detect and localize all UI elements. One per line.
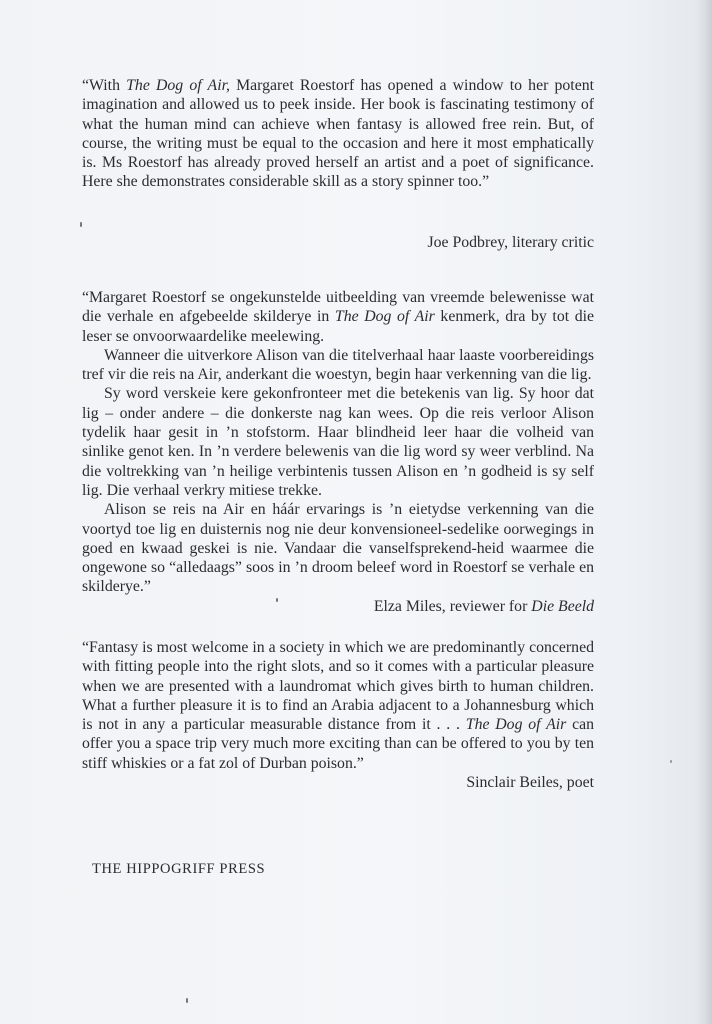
paper-speck	[670, 760, 672, 763]
paper-speck	[80, 222, 82, 227]
publisher-name: THE HIPPOGRIFF PRESS	[92, 861, 266, 877]
quote-miles	[82, 288, 594, 616]
quote-miles-paragraph-1	[82, 288, 594, 346]
quote-text-segment: “Fantasy is most welcome in a society in which we are predominantly concerned with fitting people into the right slots, and so it comes with a particular pleasure when we are presented with a laundromat which gives birth to human children. What a further pleasure it is to find an Arabia adjacent to a Johannesburg which is not in any a particular measurable distance from it . . .	[82, 639, 594, 734]
quote-text-segment: “Margaret Roestorf se ongekunstelde uitbeelding van vreemde belewenisse wat die verhale en afgebeelde skilderye in	[82, 289, 594, 326]
quote-text-segment: kenmerk, dra by tot die leser se onvoorwaardelike meelewing.	[82, 308, 595, 345]
publication-title-italic: Die Beeld	[531, 597, 594, 615]
book-title-italic: The Dog of Air	[334, 308, 435, 326]
quote-beiles-text	[82, 638, 594, 773]
book-title-italic: The Dog of Air,	[126, 77, 230, 94]
quote-miles-paragraph-4: Alison se reis na Air en háár ervarings is ’n eietydse verkenning van die voortyd toe lig en duisternis nog nie deur konvensioneel-sedelike oorwegings in goed en kwaad geskei is nie. Vandaar die vanselfsprekend-heid waarmee die ongewone so “alledaags” soos in ’n droom beleef word in Roestorf se verhale en skilderye.”	[82, 501, 594, 596]
quote-text-segment: “With	[82, 77, 127, 94]
attribution-beiles: Sinclair Beiles, poet	[466, 774, 594, 792]
quote-text-segment: Margaret Roestorf has opened a window to her potent imagination and allowed us to peek inside. Her book is fascinating testimony of what the human mind can achieve when fantasy is allowed free rein. But, of course, the writing must be equal to the occasion and here it most emphatically is. Ms Roestorf has already proved herself an artist and a poet of significance. Here she demonstrates considerable skill as a story spinner too.”	[82, 77, 594, 191]
quote-miles-paragraph-3: Sy word verskeie kere gekonfronteer met die betekenis van lig. Sy hoor dat lig – onder andere – die donkerste nag kan wees. Op die reis verloor Alison tydelik haar gesit in ’n stofstorm. Haar blindheid leer haar die volheid van sinlike genot ken. In ’n verdere belewenis van die lig word sy weer verblind. Na die voltrekking van ’n heilige verbintenis tussen Alison en ’n godheid is sy self lig. Die verhaal verkry mitiese trekke.	[82, 385, 594, 499]
attribution-text: Elza Miles, reviewer for	[373, 597, 532, 615]
quote-text-segment: can offer you a space trip very much more exciting than can be offered to you by ten stiff whiskies or a fat zol of Durban poison.”	[82, 716, 595, 772]
quote-beiles	[82, 638, 594, 792]
paper-speck	[186, 998, 188, 1003]
quote-podbrey	[82, 76, 594, 192]
book-title-italic: The Dog of Air	[465, 716, 567, 734]
attribution-miles	[82, 597, 594, 616]
paper-speck	[276, 598, 278, 602]
page-edge-shadow	[696, 0, 712, 1024]
attribution-podbrey: Joe Podbrey, literary critic	[427, 234, 594, 251]
quote-podbrey-text	[82, 76, 594, 192]
quote-miles-paragraph-2: Wanneer die uitverkore Alison van die titelverhaal haar laaste voorbereidings tref vir die reis na Air, anderkant die woestyn, begin haar verkenning van die lig.	[82, 346, 594, 384]
